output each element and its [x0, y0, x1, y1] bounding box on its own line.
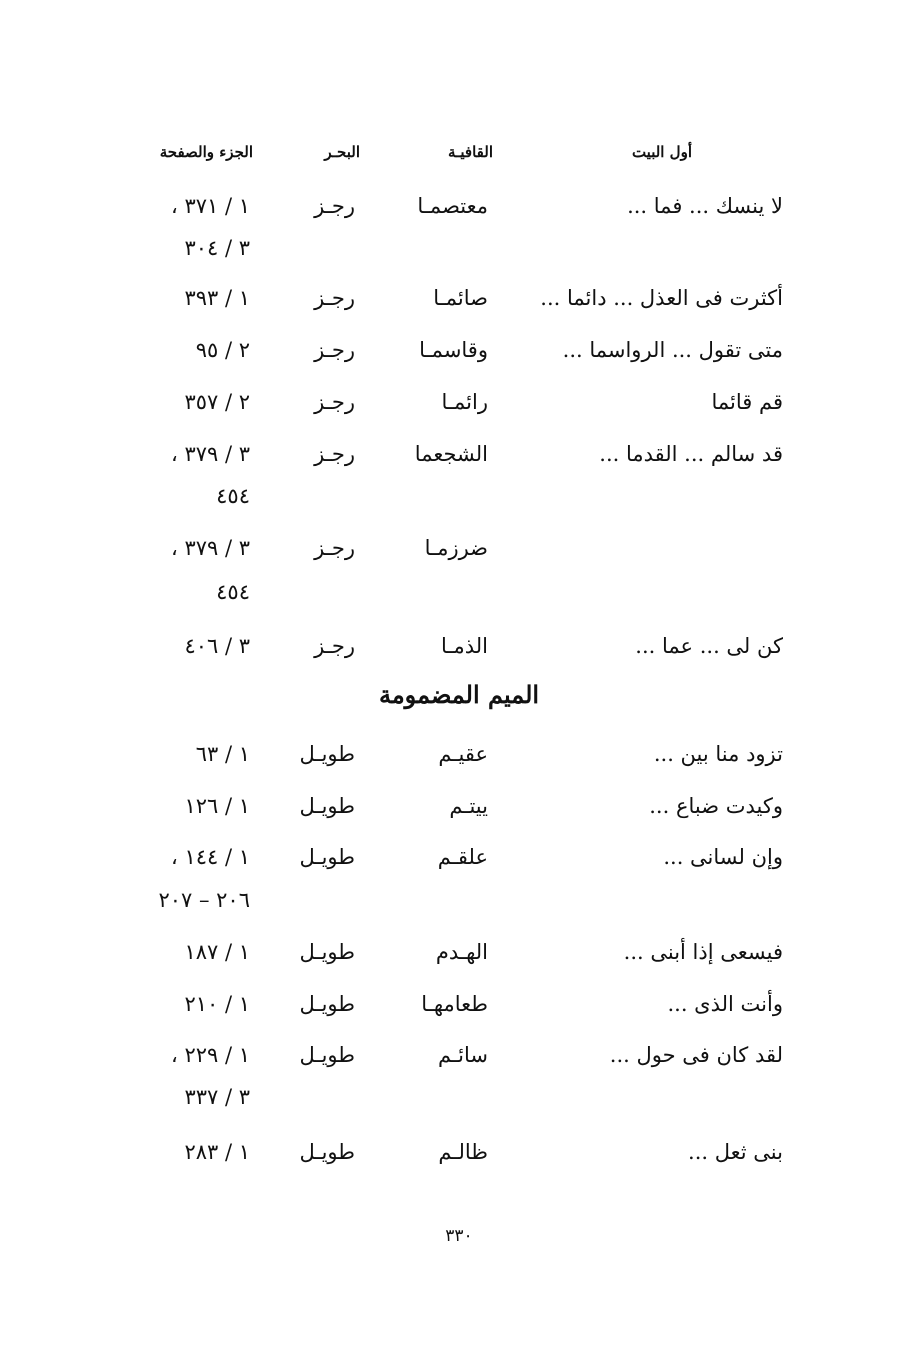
volume-page-ref-continued: ٤٥٤ — [216, 484, 250, 508]
verse-start: لا ينسك ... فما ... — [627, 194, 783, 218]
volume-page-ref: ١ / ٣٧١ ، — [170, 194, 250, 218]
meter: طويـل — [299, 794, 355, 818]
volume-page-ref: ١ / ٢١٠ — [184, 992, 250, 1016]
verse-start: تزود منا بين ... — [653, 742, 783, 766]
rhyme: ضرزمـا — [424, 536, 488, 560]
header-verse-start: أول البيت — [631, 143, 692, 161]
rhyme: الشجعما — [414, 442, 488, 466]
verse-start: كن لى ... عما ... — [635, 634, 783, 658]
verse-start: لقد كان فى حول ... — [609, 1043, 783, 1067]
volume-page-ref: ٣ / ٣٧٩ ، — [170, 536, 250, 560]
verse-start: فيسعى إذا أبنى ... — [623, 940, 783, 964]
meter: طويـل — [299, 940, 355, 964]
volume-page-ref: ٣ / ٣٧٩ ، — [170, 442, 250, 466]
rhyme: ظالـم — [438, 1140, 488, 1164]
meter: طويـل — [299, 1043, 355, 1067]
rhyme: الذمـا — [440, 634, 488, 658]
volume-page-ref-continued: ٢٠٦ – ٢٠٧ — [158, 888, 250, 912]
rhyme: سائـم — [438, 1043, 488, 1067]
volume-page-ref: ١ / ١٨٧ — [184, 940, 250, 964]
rhyme: عقيـم — [438, 742, 488, 766]
page-number: ٣٣٠ — [445, 1226, 473, 1246]
meter: رجـز — [314, 536, 355, 560]
volume-page-ref: ٢ / ٩٥ — [195, 338, 250, 362]
volume-page-ref: ١ / ٢٨٣ — [184, 1140, 250, 1164]
header-rhyme: القافيـة — [447, 143, 493, 161]
meter: رجـز — [314, 390, 355, 414]
meter: رجـز — [314, 338, 355, 362]
meter: طويـل — [299, 1140, 355, 1164]
volume-page-ref: ٢ / ٣٥٧ — [184, 390, 250, 414]
rhyme: صائمـا — [433, 286, 488, 310]
volume-page-ref: ١ / ٣٩٣ — [184, 286, 250, 310]
verse-start: وكيدت ضباع ... — [649, 794, 783, 818]
meter: رجـز — [314, 194, 355, 218]
volume-page-ref-continued: ٣ / ٣٠٤ — [184, 236, 250, 260]
rhyme: رائمـا — [441, 390, 488, 414]
section-title: الميم المضمومة — [378, 680, 540, 709]
volume-page-ref-continued: ٤٥٤ — [216, 580, 250, 604]
rhyme: طعامهـا — [421, 992, 488, 1016]
volume-page-ref: ٣ / ٤٠٦ — [184, 634, 250, 658]
verse-start: وإن لسانى ... — [663, 845, 783, 869]
meter: رجـز — [314, 442, 355, 466]
volume-page-ref-continued: ٣ / ٣٣٧ — [184, 1085, 250, 1109]
meter: طويـل — [299, 742, 355, 766]
volume-page-ref: ١ / ١٤٤ ، — [170, 845, 250, 869]
rhyme: ييتـم — [449, 794, 488, 818]
volume-page-ref: ١ / ٦٣ — [195, 742, 250, 766]
meter: طويـل — [299, 845, 355, 869]
verse-start: متى تقول ... الرواسما ... — [562, 338, 783, 362]
volume-page-ref: ١ / ٢٢٩ ، — [170, 1043, 250, 1067]
verse-start: قم قائما — [711, 390, 783, 414]
verse-start: قد سالم ... القدما ... — [599, 442, 783, 466]
meter: رجـز — [314, 286, 355, 310]
verse-start: وأنت الذى ... — [667, 992, 783, 1016]
meter: رجـز — [314, 634, 355, 658]
verse-start: بنى ثعل ... — [688, 1140, 783, 1164]
rhyme: الهـدم — [435, 940, 488, 964]
rhyme: علقـم — [437, 845, 488, 869]
header-meter: البحـر — [324, 143, 360, 161]
rhyme: وقاسمـا — [419, 338, 488, 362]
rhyme: معتصمـا — [417, 194, 488, 218]
header-volume-page: الجزء والصفحة — [159, 143, 253, 161]
verse-start: أكثرت فى العذل ... دائما ... — [540, 286, 783, 310]
meter: طويـل — [299, 992, 355, 1016]
volume-page-ref: ١ / ١٢٦ — [184, 794, 250, 818]
